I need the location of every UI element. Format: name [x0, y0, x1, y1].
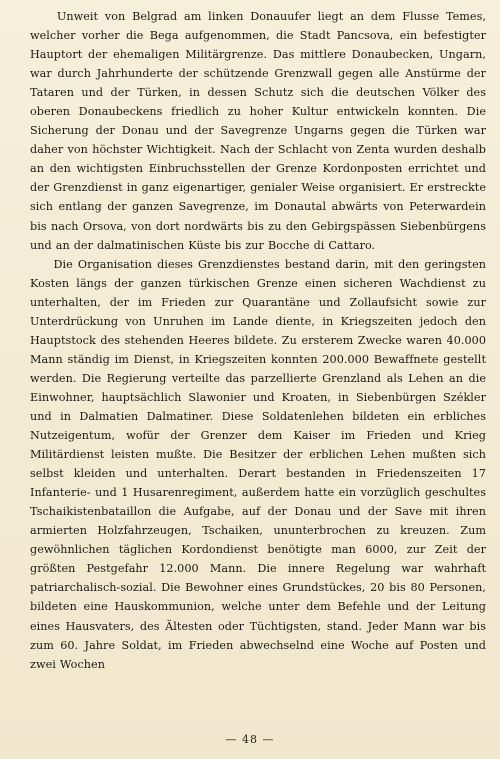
paragraph-pancsova: Unweit von Belgrad am linken Donauufer liegt an dem Flusse Temes, welcher vorher die Bega aufgenommen, die Stadt Pancsova, ein befestigter Hauptort der ehemaligen Militärgrenze. Das mittlere Donaubecken, Ungarn, war durch Jahrhunderte der schützende Grenzwall gegen alle Anstürme der Tataren und der Türken, in dessen Schutz sich die deutschen Völker des oberen Donaubeckens friedlich zu hoher Kultur entwickeln konnten. Die Sicherung der Donau und der Savegrenze Ungarns gegen die Türken war daher von höchster Wichtigkeit. Nach der Schlacht von Zenta wurden deshalb an den wichtigsten Einbruchsstellen der Grenze Kordonposten errichtet und der Grenzdienst in ganz eigenartiger, genialer Weise organisiert. Er erstreckte sich entlang der ganzen Savegrenze, im Donautal abwärts von Peterwardein bis nach Orsova, von dort nordwärts bis zu den Gebirgspässen Siebenbürgens und an der dalmatinischen Küste bis zur Bocche di Cattaro.: [30, 10, 486, 252]
page-number: — 48 —: [225, 733, 275, 746]
body-text: [30, 7, 486, 674]
paragraph-grenzdienst: Die Organisation dieses Grenzdienstes bestand darin, mit den geringsten Kosten längs der ganzen türkischen Grenze einen sicheren Wachdienst zu unterhalten, der im Frieden zur Quarantäne und Zollaufsicht sowie zur Unterdrückung von Unruhen im Lande diente, in Kriegszeiten jedoch den Hauptstock des stehenden Heeres bildete. Zu ersterem Zwecke waren 40.000 Mann ständig im Dienst, in Kriegszeiten konnten 200.000 Bewaffnete gestellt werden. Die Regierung verteilte das parzellierte Grenzland als Lehen an die Einwohner, hauptsächlich Slawonier und Kroaten, in Siebenbürgen Székler und in Dalmatien Dalmatiner. Diese Soldatenlehen bildeten ein erbliches Nutzeigentum, wofür der Grenzer dem Kaiser im Frieden und Krieg Militärdienst leisten mußte. Die Besitzer der erblichen Lehen mußten sich selbst kleiden und unterhalten. Derart bestanden in Friedenszeiten 17 Infanterie- und 1 Husarenregiment, außerdem hatte ein vorzüglich geschultes Tschaikistenbataillon die Aufgabe, auf der Donau und der Save mit ihren armierten Holzfahrzeugen, Tschaiken, ununterbrochen zu kreuzen. Zum gewöhnlichen täglichen Kordondienst benötigte man 6000, zur Zeit der größten Pestgefahr 12.000 Mann. Die innere Regelung war wahrhaft patriarchalisch-sozial. Die Bewohner eines Grundstückes, 20 bis 80 Personen, bildeten eine Hauskommunion, welche unter dem Befehle und der Leitung eines Hausvaters, des Ältesten oder Tüchtigsten, stand. Jeder Mann war bis zum 60. Jahre Soldat, im Frieden abwechselnd eine Woche auf Posten und zwei Wochen: [30, 257, 486, 671]
